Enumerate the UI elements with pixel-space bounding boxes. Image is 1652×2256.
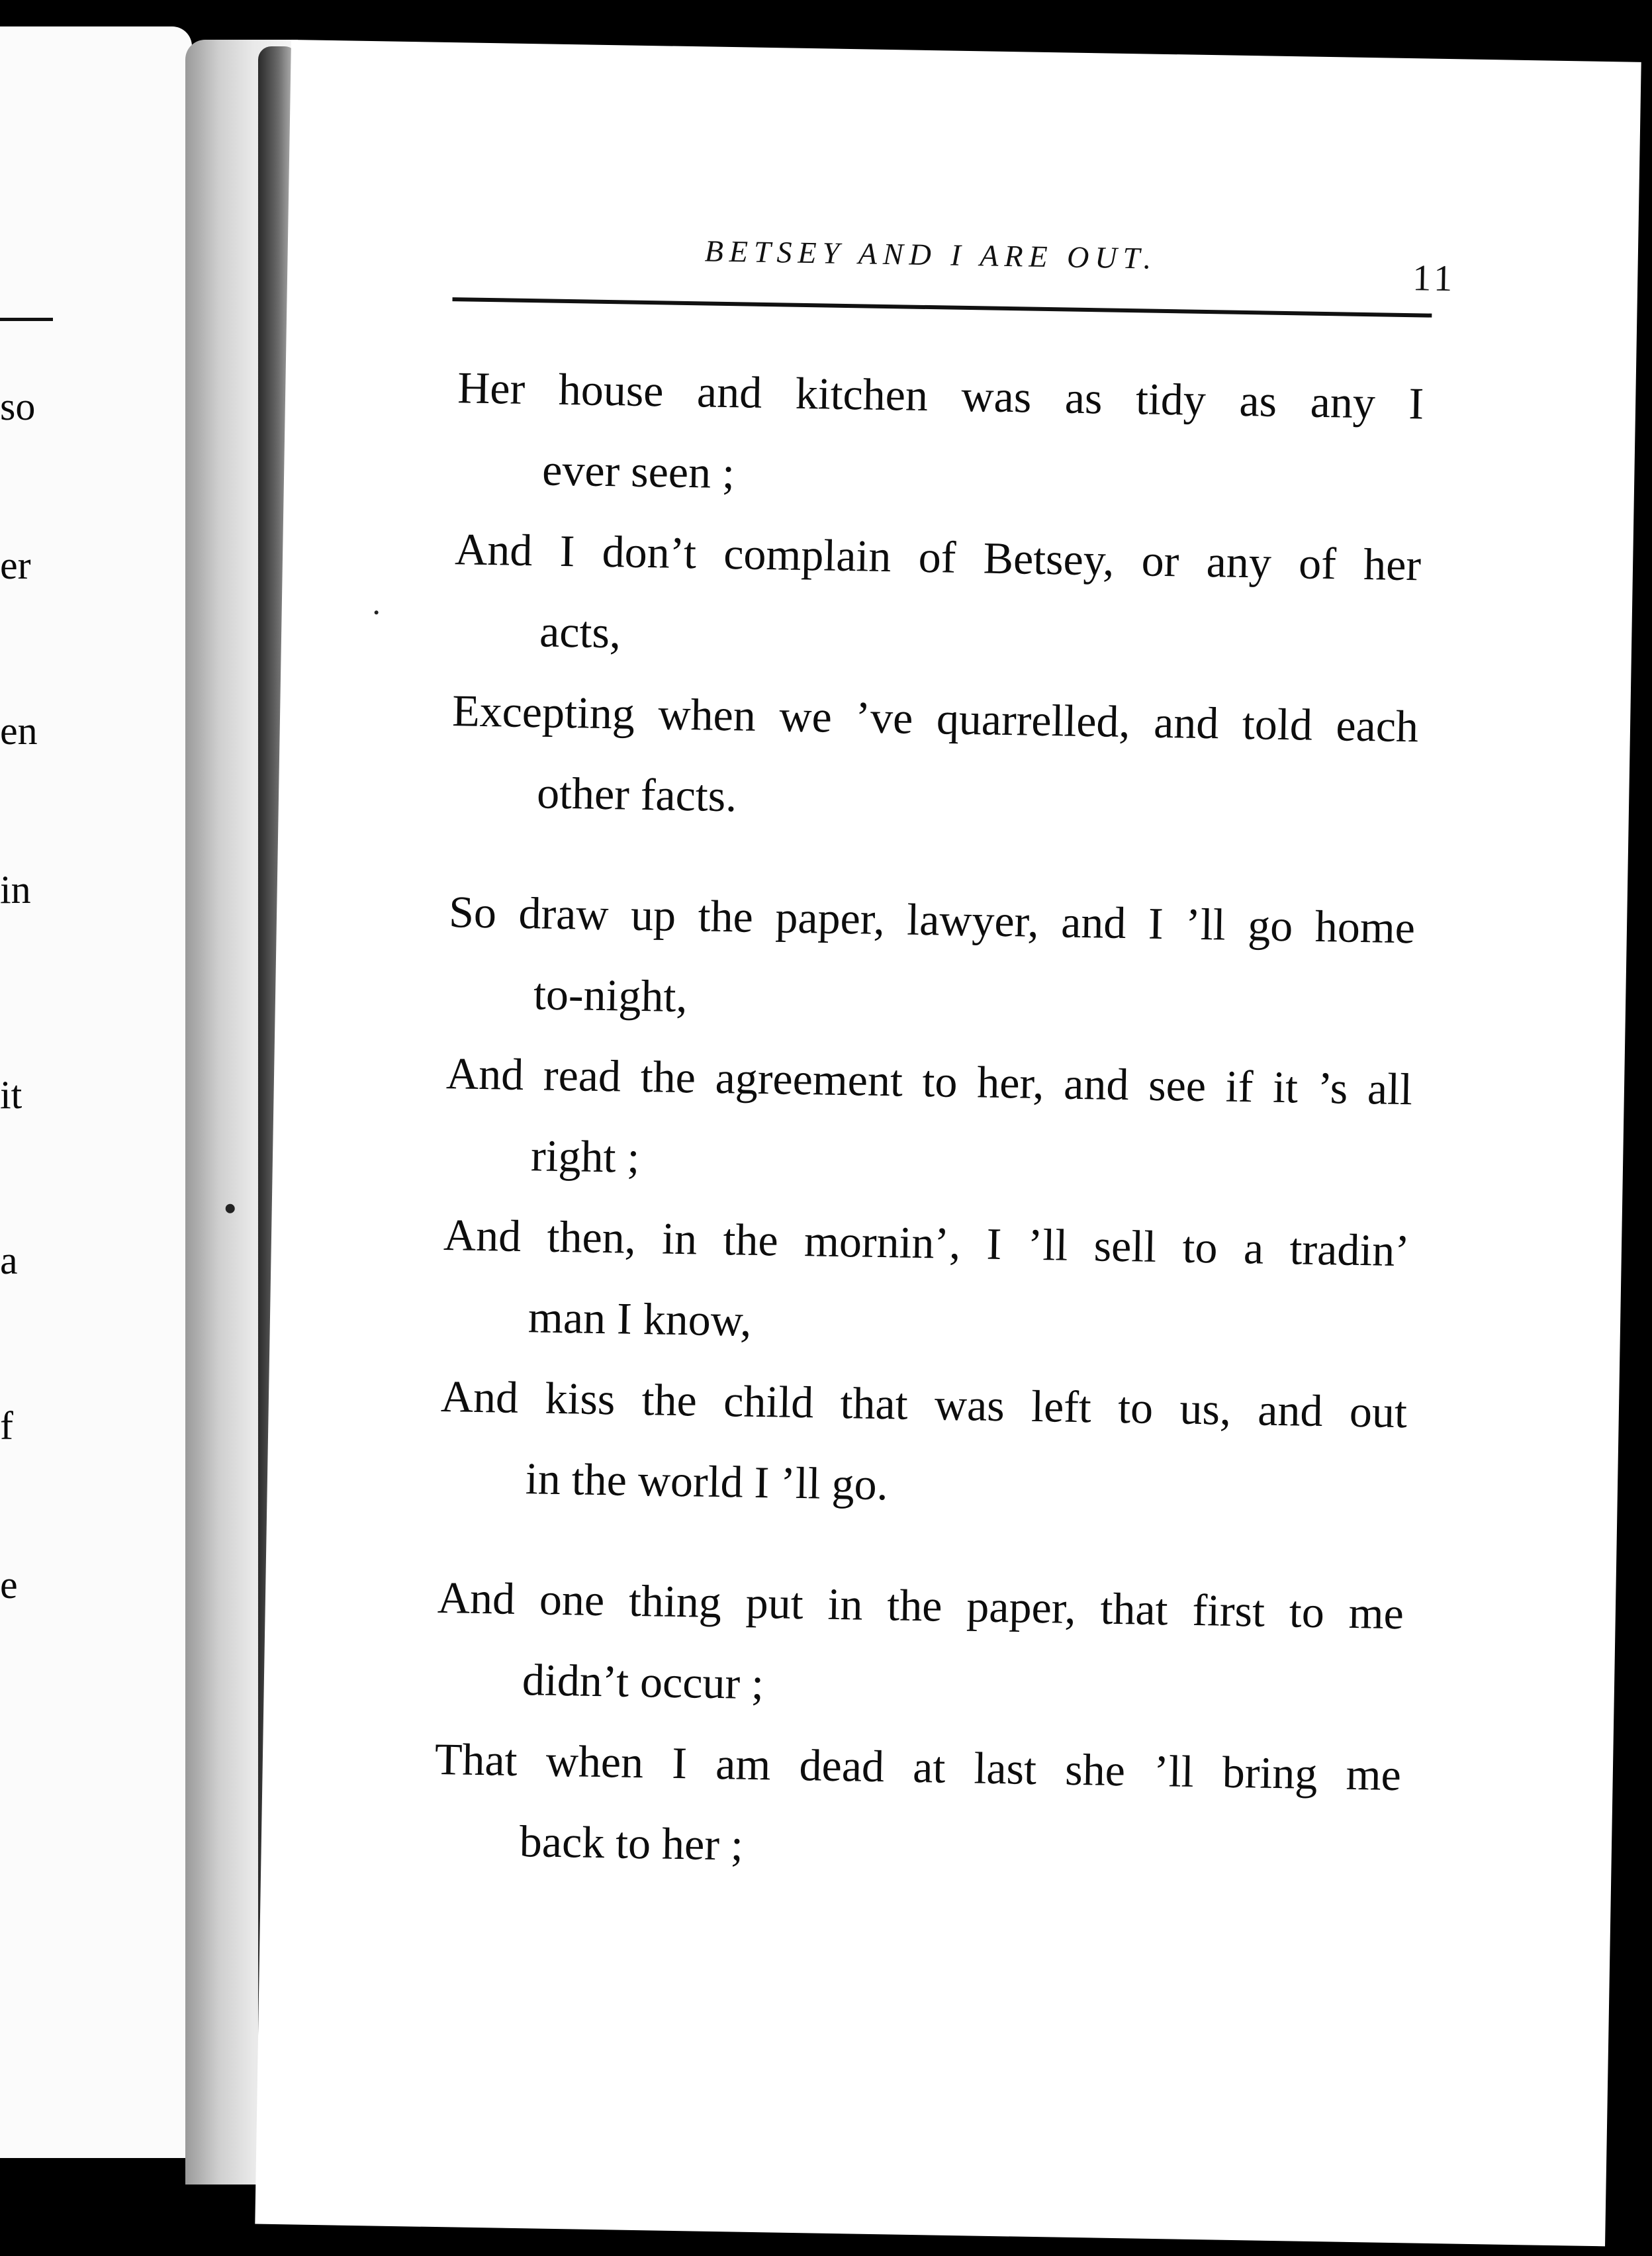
verse-continuation: in the world I ’ll go.: [525, 1453, 889, 1510]
right-page: [255, 40, 1641, 2246]
verse-line: That when I am dead at last she ’ll bring me: [434, 1733, 1402, 1801]
verse: [439, 1356, 1408, 1533]
running-title: BETSEY AND I ARE OUT.: [704, 234, 1158, 275]
print-speck: [375, 610, 379, 614]
verse: [444, 1033, 1413, 1210]
verse-continuation: acts,: [539, 606, 621, 658]
left-page: [0, 26, 192, 2158]
verse-line: And then, in the mornin’, I ’ll sell to a tradin’: [443, 1209, 1410, 1276]
verse-continuation: didn’t occur ;: [522, 1654, 764, 1709]
left-page-rule: [0, 318, 53, 321]
left-page-fragment: f: [0, 1404, 13, 1448]
verse: [436, 1557, 1404, 1734]
verse-continuation: other facts.: [536, 767, 737, 822]
verse: [441, 1194, 1410, 1372]
verse-line: And read the agreement to her, and see if it ’s all: [445, 1048, 1413, 1115]
verse-line: And one thing put in the paper, that first to me: [437, 1572, 1404, 1639]
stanza: [439, 871, 1416, 1533]
stanza: [433, 1557, 1404, 1896]
verse-continuation: ever seen ;: [541, 444, 735, 498]
left-page-fragment: e: [0, 1563, 18, 1607]
verse-line: And I don’t complain of Betsey, or any of her: [454, 524, 1422, 590]
poem-body: [432, 347, 1424, 1936]
verse-line: So draw up the paper, lawyer, and I ’ll go home: [448, 886, 1416, 953]
verse-continuation: back to her ;: [519, 1816, 744, 1870]
left-page-fragment: it: [0, 1073, 23, 1117]
verse-continuation: right ;: [530, 1130, 641, 1182]
left-page-fragment: so: [0, 385, 36, 428]
verse: [450, 670, 1419, 847]
verse-continuation: man I know,: [528, 1292, 753, 1346]
left-page-fragment: en: [0, 709, 38, 753]
header-rule: [452, 297, 1432, 318]
page-number: 11: [1412, 258, 1457, 300]
verse: [433, 1718, 1402, 1896]
verse: [453, 508, 1422, 686]
verse-line: And kiss the child that was left to us, and out: [440, 1371, 1408, 1438]
verse-line: Excepting when we ’ve quarrelled, and told each: [451, 685, 1419, 752]
verse: [447, 871, 1416, 1049]
left-page-fragment: a: [0, 1239, 18, 1282]
verse-line: Her house and kitchen was as tidy as any I: [457, 362, 1424, 429]
verse: [455, 347, 1424, 524]
stanza: [450, 347, 1424, 847]
left-page-fragment: er: [0, 543, 31, 587]
left-page-fragment: in: [0, 868, 31, 912]
verse-continuation: to-night,: [533, 968, 688, 1022]
